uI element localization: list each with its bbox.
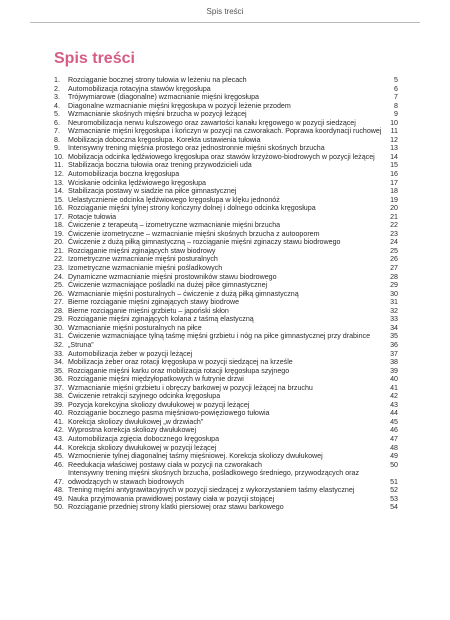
toc-entry[interactable]	[54, 281, 398, 290]
toc-entry-title: Automobilizacja żeber w pozycji leżącej	[68, 349, 193, 358]
toc-entry[interactable]	[54, 341, 398, 350]
toc-entry-page: 18	[390, 187, 398, 196]
toc-entry[interactable]	[54, 409, 398, 418]
toc-entry[interactable]	[54, 119, 398, 128]
toc-entry-page: 12	[390, 135, 398, 144]
toc-entry-number: 16.	[54, 204, 64, 213]
toc-entry-page: 52	[390, 486, 398, 495]
toc-entry-number: 36.	[54, 375, 64, 384]
toc-entry-page: 44	[390, 409, 398, 418]
toc-entry-number: 18.	[54, 221, 64, 230]
toc-entry[interactable]	[54, 444, 398, 453]
toc-entry-title: Ćwiczenie retrakcji szyjnego odcinka kręgosłupa	[68, 392, 221, 401]
toc-entry-number: 4.	[54, 101, 60, 110]
toc-entry-page: 51	[390, 477, 398, 486]
toc-entry-page: 41	[390, 383, 398, 392]
toc-entry-page: 49	[390, 452, 398, 461]
toc-entry[interactable]	[54, 435, 398, 444]
toc-entry-title: Ćwiczenie z dużą piłką gimnastyczną – rozciąganie mięśni zginaczy stawu biodrowego	[68, 238, 341, 247]
toc-entry-title: Neuromobilizacja nerwu kulszowego oraz zawartości kanału kręgowego w pozycji siedzącej	[68, 118, 356, 127]
toc-entry-number: 9.	[54, 144, 60, 153]
toc-entry-title: Ćwiczenie z terapeutą – izometryczne wzmacnianie mięśni brzucha	[68, 221, 281, 230]
toc-entry-number: 47.	[54, 477, 64, 486]
toc-entry[interactable]	[54, 179, 398, 188]
toc-entry[interactable]	[54, 127, 398, 136]
toc-entry-number: 44.	[54, 443, 64, 452]
toc-entry-title: Bierne rozciąganie mięśni zginających stawy biodrowe	[68, 298, 240, 307]
toc-entry-page: 5	[394, 76, 398, 84]
toc-entry-title: Rozciąganie mięśni międzyłopatkowych w futrynie drzwi	[68, 375, 244, 384]
toc-entry[interactable]	[54, 486, 398, 495]
toc-entry[interactable]	[54, 452, 398, 461]
toc-entry-title: Wzmocnienie tylnej diagonalnej taśmy mięśniowej. Korekcja skoliozy dwułukowej	[68, 452, 323, 461]
toc-entry[interactable]	[54, 110, 398, 119]
toc-entry-number: 15.	[54, 195, 64, 204]
toc-entry-number: 39.	[54, 400, 64, 409]
toc-entry-title: Diagonalne wzmacnianie mięśni kręgosłupa w pozycji leżenie przodem	[68, 101, 291, 110]
toc-entry-number: 8.	[54, 135, 60, 144]
toc-entry-number: 40.	[54, 409, 64, 418]
toc-entry-number: 34.	[54, 358, 64, 367]
toc-entry-title: Reedukacja właściwej postawy ciała w pozycji na czworakach	[68, 460, 262, 469]
toc-entry[interactable]	[54, 93, 398, 102]
toc-entry-title: Wzmacnianie mięśni kręgosłupa i kończyn w pozycji na czworakach. Poprawa koordynacji ruchowej	[68, 127, 382, 136]
toc-entry[interactable]	[54, 418, 398, 427]
toc-entry-number: 33.	[54, 349, 64, 358]
toc-entry-number: 26.	[54, 289, 64, 298]
toc-entry-page: 19	[390, 195, 398, 204]
toc-entry-title: Stabilizacja boczna tułowia oraz trening przywodzicieli uda	[68, 161, 252, 170]
toc-title: Spis treści	[54, 50, 135, 67]
toc-entry[interactable]	[54, 85, 398, 94]
toc-entry-page: 47	[390, 434, 398, 443]
toc-entry-number: 11.	[54, 161, 64, 170]
toc-entry-number: 37.	[54, 383, 64, 392]
toc-entry-number: 2.	[54, 84, 60, 93]
toc-entry-number: 23.	[54, 264, 64, 273]
toc-entry[interactable]	[54, 273, 398, 282]
toc-entry-number: 30.	[54, 323, 64, 332]
toc-entry-page: 26	[390, 255, 398, 264]
toc-entry-number: 5.	[54, 110, 60, 119]
toc-entry[interactable]	[54, 76, 398, 85]
running-header	[30, 0, 420, 23]
toc-entry[interactable]	[54, 290, 398, 299]
toc-entry-title: „Struna”	[68, 340, 94, 349]
toc-entry-number: 22.	[54, 255, 64, 264]
toc-entry[interactable]	[54, 255, 398, 264]
toc-entry-page: 28	[390, 272, 398, 281]
toc-entry-title: Trening mięśni antygrawitacyjnych w pozycji siedzącej z wykorzystaniem taśmy elastycznej	[68, 486, 355, 495]
toc-entry-title: Ćwiczenie wzmacniające pośladki na dużej piłce gimnastycznej	[68, 281, 268, 290]
toc-entry[interactable]	[54, 264, 398, 273]
toc-list	[54, 76, 398, 512]
toc-entry-title: Rozciąganie mięśni tylnej strony kończyny dolnej i dolnego odcinka kręgosłupa	[68, 204, 316, 213]
toc-entry-page: 36	[390, 340, 398, 349]
toc-entry-number: 31.	[54, 332, 64, 341]
running-header-title: Spis treści	[206, 7, 244, 16]
toc-entry[interactable]	[54, 358, 398, 367]
toc-entry[interactable]	[54, 384, 398, 393]
toc-entry[interactable]	[54, 161, 398, 170]
toc-entry-page: 32	[390, 306, 398, 315]
toc-entry[interactable]	[54, 170, 398, 179]
toc-entry-number: 17.	[54, 212, 64, 221]
toc-entry-page: 21	[390, 212, 398, 221]
toc-entry-title: Korekcja skoliozy dwułukowej w pozycji leżącej	[68, 443, 217, 452]
toc-entry-number: 28.	[54, 306, 64, 315]
toc-entry-page: 17	[390, 178, 398, 187]
toc-entry-page: 45	[390, 417, 398, 426]
toc-entry-page: 10	[390, 118, 398, 127]
toc-entry-title: Wciskanie odcinka lędźwiowego kręgosłupa	[68, 178, 207, 187]
toc-entry[interactable]	[54, 144, 398, 153]
toc-entry[interactable]	[54, 136, 398, 145]
toc-entry-title: Intensywny trening mięśni skośnych brzucha, pośladkowego średniego, przywodzących oraz odwodzących w stawach biodrowych	[68, 469, 359, 486]
toc-entry-number: 6.	[54, 118, 60, 127]
toc-entry[interactable]	[54, 332, 398, 341]
toc-entry-number: 43.	[54, 434, 64, 443]
toc-entry-title: Mobilizacja odcinka lędźwiowego kręgosłupa oraz stawów krzyżowo-biodrowych w pozycji leżącej	[68, 152, 375, 161]
toc-entry-page: 23	[390, 229, 398, 238]
toc-entry-page: 7	[394, 93, 398, 102]
toc-entry-title: Automobilizacja zgięcia dobocznego kręgosłupa	[68, 434, 220, 443]
toc-entry-page: 53	[390, 494, 398, 503]
toc-entry-number: 38.	[54, 392, 64, 401]
toc-entry-page: 46	[390, 426, 398, 435]
toc-entry-title: Izometryczne wzmacnianie mięśni posturalnych	[68, 255, 218, 264]
toc-entry[interactable]	[54, 238, 398, 247]
toc-entry-title: Rotacje tułowia	[68, 212, 117, 221]
toc-entry-title: Rozciąganie bocznego pasma mięśniowo-powięziowego tułowia	[68, 409, 270, 418]
toc-entry[interactable]	[54, 461, 398, 470]
toc-entry-page: 31	[390, 298, 398, 307]
toc-entry-title: Automobilizacja boczna kręgosłupa	[68, 170, 180, 179]
toc-entry-number: 1.	[54, 76, 60, 84]
toc-entry-title: Korekcja skoliozy dwułukowej „w drzwiach”	[68, 417, 204, 426]
toc-entry[interactable]	[54, 187, 398, 196]
toc-entry-page: 24	[390, 238, 398, 247]
toc-entry-page: 29	[390, 281, 398, 290]
toc-entry-number: 45.	[54, 452, 64, 461]
toc-entry-number: 41.	[54, 417, 64, 426]
toc-entry-title: Ćwiczenie wzmacniające tylną taśmę mięśni grzbietu i nóg na piłce gimnastycznej przy drabince	[68, 332, 371, 341]
toc-entry-title: Rozciąganie mięśni zginających staw biodrowy	[68, 246, 216, 255]
toc-entry-page: 6	[394, 84, 398, 93]
toc-entry-title: Mobilizacja doboczna kręgosłupa. Korekta ustawienia tułowia	[68, 135, 261, 144]
toc-entry-title: Ćwiczenie izometryczne – wzmacnianie mięśni skośnych brzucha z autooporem	[68, 229, 320, 238]
toc-entry-title: Rozciąganie mięśni karku oraz mobilizacja rotacji kręgosłupa szyjnego	[68, 366, 290, 375]
toc-entry-title: Stabilizacja postawy w siadzie na piłce gimnastycznej	[68, 187, 237, 196]
toc-entry-number: 27.	[54, 298, 64, 307]
toc-entry[interactable]	[54, 213, 398, 222]
toc-entry-number: 20.	[54, 238, 64, 247]
toc-entry-number: 25.	[54, 281, 64, 290]
toc-entry[interactable]	[54, 298, 398, 307]
toc-entry-page: 38	[390, 358, 398, 367]
toc-entry-number: 3.	[54, 93, 60, 102]
toc-entry-page: 8	[394, 101, 398, 110]
toc-entry[interactable]	[54, 221, 398, 230]
toc-entry-number: 12.	[54, 170, 64, 179]
toc-entry-page: 16	[390, 170, 398, 179]
toc-entry-page: 27	[390, 264, 398, 273]
toc-entry-number: 29.	[54, 315, 64, 324]
toc-entry-title: Intensywny trening mięśnia prostego oraz jednostronnie mięśni skośnych brzucha	[68, 144, 325, 153]
toc-entry-number: 50.	[54, 503, 64, 512]
toc-entry-title: Trójwymiarowe (diagonalne) wzmacnianie mięśni kręgosłupa	[68, 93, 259, 102]
toc-entry-number: 49.	[54, 494, 64, 503]
toc-entry-title: Pozycja korekcyjna skoliozy dwułukowej w pozycji leżącej	[68, 400, 250, 409]
toc-entry[interactable]	[54, 153, 398, 162]
toc-entry-page: 30	[390, 289, 398, 298]
toc-entry[interactable]	[54, 367, 398, 376]
toc-entry-page: 15	[390, 161, 398, 170]
toc-entry-page: 34	[390, 323, 398, 332]
toc-entry-title: Rozciąganie mięśni zginających kolana z taśmą elastyczną	[68, 315, 254, 324]
toc-entry-number: 32.	[54, 340, 64, 349]
toc-entry-page: 37	[390, 349, 398, 358]
toc-entry-number: 46.	[54, 460, 64, 469]
toc-entry-number: 35.	[54, 366, 64, 375]
toc-entry[interactable]	[54, 392, 398, 401]
toc-entry-title: Izometryczne wzmacnianie mięśni pośladkowych	[68, 264, 223, 273]
toc-entry-page: 42	[390, 392, 398, 401]
toc-entry-page: 20	[390, 204, 398, 213]
toc-entry-number: 48.	[54, 486, 64, 495]
toc-entry-page: 33	[390, 315, 398, 324]
toc-entry-page: 40	[390, 375, 398, 384]
toc-entry-title: Wzmacnianie skośnych mięśni brzucha w pozycji leżącej	[68, 110, 247, 119]
toc-entry-title: Bierne rozciąganie mięśni grzbietu – japoński skłon	[68, 306, 229, 315]
toc-entry[interactable]	[54, 426, 398, 435]
toc-entry[interactable]	[54, 350, 398, 359]
toc-entry[interactable]	[54, 204, 398, 213]
toc-entry-number: 42.	[54, 426, 64, 435]
toc-entry-page: 50	[390, 460, 398, 469]
toc-entry-page: 25	[390, 246, 398, 255]
toc-entry-page: 14	[390, 152, 398, 161]
toc-entry-page: 54	[390, 503, 398, 512]
toc-entry-number: 24.	[54, 272, 64, 281]
toc-entry-page: 9	[394, 110, 398, 119]
toc-entry[interactable]	[54, 102, 398, 111]
toc-entry[interactable]	[54, 307, 398, 316]
toc-entry-title: Rozciąganie przedniej strony klatki piersiowej oraz stawu barkowego	[68, 503, 284, 512]
toc-entry-title: Uelastycznienie odcinka lędźwiowego kręgosłupa w klęku jednonóż	[68, 195, 280, 204]
toc-entry[interactable]	[54, 469, 398, 486]
toc-entry-number: 19.	[54, 229, 64, 238]
toc-entry-number: 10.	[54, 152, 64, 161]
toc-entry-number: 14.	[54, 187, 64, 196]
toc-entry-title: Wzmacnianie mięśni grzbietu i obręczy barkowej w pozycji leżącej na brzuchu	[68, 383, 313, 392]
toc-entry-title: Automobilizacja rotacyjna stawów kręgosłupa	[68, 84, 211, 93]
toc-entry-title: Mobilizacja żeber oraz rotacji kręgosłupa w pozycji siedzącej na krześle	[68, 358, 293, 367]
toc-entry-number: 7.	[54, 127, 60, 136]
toc-entry-title: Rozciąganie bocznej strony tułowia w leżeniu na plecach	[68, 76, 247, 84]
toc-entry-page: 48	[390, 443, 398, 452]
toc-entry-page: 35	[390, 332, 398, 341]
toc-entry[interactable]	[54, 196, 398, 205]
toc-entry[interactable]	[54, 375, 398, 384]
toc-entry-title: Wzmacnianie mięśni posturalnych – ćwiczenie z dużą piłką gimnastyczną	[68, 289, 299, 298]
toc-entry-page: 22	[390, 221, 398, 230]
toc-entry-title: Wyprostna korekcja skoliozy dwułukowej	[68, 426, 197, 435]
toc-entry-title: Nauka przyjmowania prawidłowej postawy ciała w pozycji stojącej	[68, 494, 275, 503]
toc-entry[interactable]	[54, 247, 398, 256]
toc-entry-title: Dynamiczne wzmacnianie mięśni prostowników stawu biodrowego	[68, 272, 277, 281]
toc-entry-number: 13.	[54, 178, 64, 187]
toc-entry-page: 39	[390, 366, 398, 375]
toc-entry[interactable]	[54, 503, 398, 512]
toc-entry-page: 43	[390, 400, 398, 409]
toc-entry-title: Wzmacnianie mięśni posturalnych na piłce	[68, 323, 202, 332]
toc-entry[interactable]	[54, 315, 398, 324]
toc-entry-page: 13	[390, 144, 398, 153]
toc-entry-number: 21.	[54, 246, 64, 255]
toc-entry[interactable]	[54, 401, 398, 410]
toc-entry[interactable]	[54, 495, 398, 504]
toc-entry-page: 11	[390, 127, 398, 136]
